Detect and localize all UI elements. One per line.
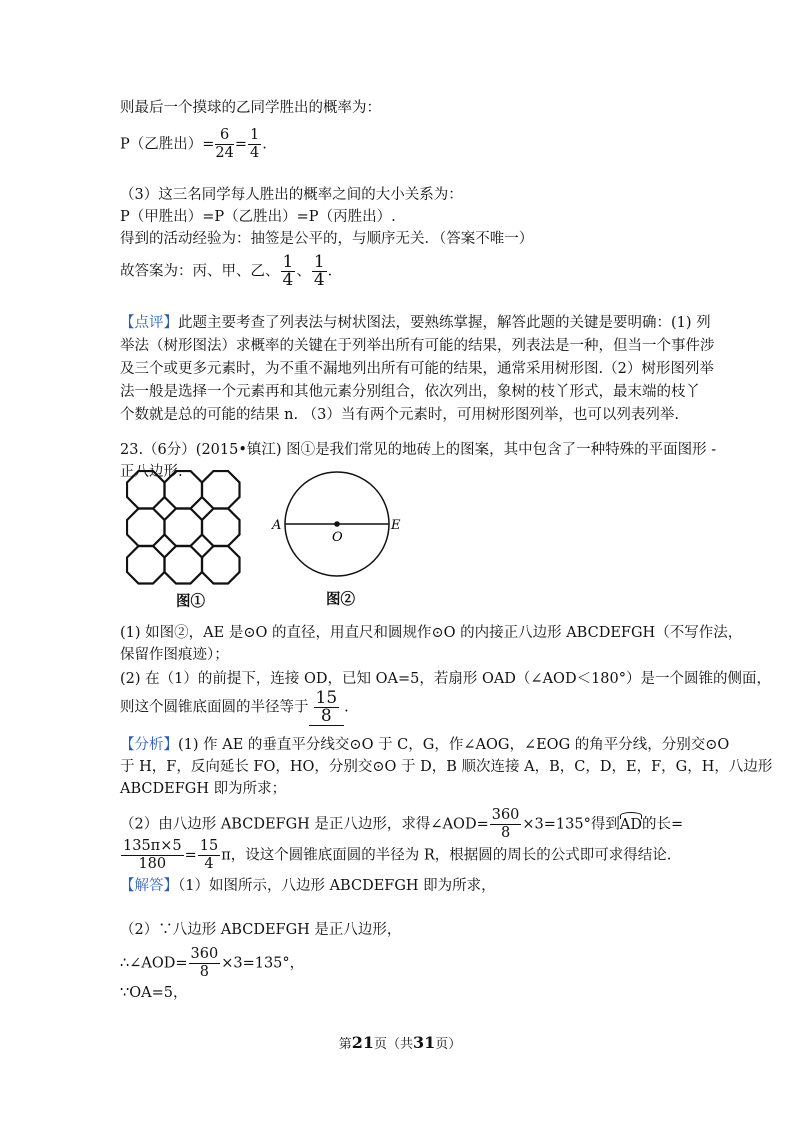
solution-line (120, 946, 304, 981)
numerator: 135π×5 (123, 838, 182, 854)
analysis-line: 于 H，F，反向延长 FO，HO，分别交⊙O 于 D，B 顺次连接 A，B，C，D，E，F，G，H，八边形 (120, 759, 773, 775)
octagon-tile (165, 471, 203, 509)
denominator: 180 (138, 856, 167, 872)
point-e-label: E (391, 518, 401, 533)
octagon-tile (165, 546, 203, 584)
page-number: 21 (351, 1033, 374, 1052)
octagon-tile (127, 471, 165, 509)
footer-text: 第 (338, 1037, 352, 1052)
period: . (262, 136, 267, 153)
prob-prefix: P（乙胜出）= (120, 136, 215, 153)
probability-line (120, 127, 267, 162)
solution-line: ∵OA=5， (120, 985, 188, 1001)
arc-ad: AD (619, 816, 642, 833)
text-line: （3）这三名同学每人胜出的概率之间的大小关系为： (120, 187, 463, 203)
separator: 、 (296, 263, 311, 280)
denominator: 4 (282, 270, 294, 290)
figure-1-caption: 图① (176, 593, 205, 610)
solution-line: （2）∵八边形 ABCDEFGH 是正八边形， (120, 922, 402, 938)
analysis-text: π，设这个圆锥底面圆的半径为 R，根据圆的周长的公式即可求得结论. (221, 847, 672, 864)
analysis-text: (1) 作 AE 的垂直平分线交⊙O 于 C，G，作∠AOG，∠EOG 的角平分线，分别交⊙O (178, 737, 730, 753)
fraction (490, 807, 522, 842)
numerator: 1 (250, 127, 260, 143)
analysis-line (120, 735, 729, 755)
numerator: 15 (315, 688, 338, 708)
numerator: 360 (491, 807, 520, 823)
numerator: 360 (190, 946, 219, 962)
octagon-tile (202, 471, 240, 509)
fraction (189, 946, 221, 981)
comment-line: 个数就是总的可能的结果 n. （3）当有两个元素时，可用树形图列举，也可以列表列举. (120, 407, 679, 423)
comment-line: 举法（树形图法）求概率的关键在于列举出所有可能的结果，列表法是一种，但当一个事件涉 (120, 338, 715, 354)
octagon-tile (127, 509, 165, 547)
analysis-text: ×3=135°得到 (522, 816, 620, 833)
text-line: 则最后一个摸球的乙同学胜出的概率为： (120, 100, 381, 116)
octagon-tile (127, 546, 165, 584)
comment-line: 及三个或更多元素时，为不重不漏地列出所有可能的结果，通常采用树形图.（2）树形图列举 (120, 361, 714, 377)
octagon-tile (165, 509, 203, 547)
period: . (344, 699, 349, 716)
comment-line: 法一般是选择一个元素再和其他元素分别组合，依次列出，象树的枝丫形式，最末端的枝丫 (120, 384, 700, 400)
fraction (198, 838, 220, 873)
solution-text: （1）如图所示，八边形 ABCDEFGH 即为所求， (178, 878, 496, 894)
octagon-tile (202, 546, 240, 584)
denominator: 8 (320, 706, 332, 726)
solution-text: ×3=135°， (221, 955, 305, 972)
center-point (334, 521, 340, 527)
footer-text: 页） (435, 1037, 462, 1052)
denominator: 4 (250, 145, 260, 161)
period: . (327, 263, 333, 280)
fraction (248, 127, 261, 162)
point-a-label: A (272, 518, 282, 533)
denominator: 24 (215, 145, 234, 161)
analysis-line (120, 807, 683, 842)
point-o-label: O (332, 530, 343, 545)
fraction (281, 254, 296, 289)
figure-2-caption: 图② (326, 591, 355, 608)
solution-text: ∴∠AOD= (120, 955, 188, 972)
comment-text: 此题主要考查了列表法与树状图法，要熟练掌握，解答此题的关键是要明确：(1) 列 (178, 315, 711, 331)
part-line: 保留作图痕迹）； (120, 647, 229, 663)
solution-tag: 【解答】 (120, 878, 178, 894)
solution-line (120, 876, 496, 896)
part-line: (2) 在（1）的前提下，连接 OD，已知 OA=5，若扇形 OAD（∠AOD＜180°）是一个圆锥的侧面， (120, 671, 771, 687)
denominator: 4 (313, 270, 325, 290)
fraction (121, 838, 184, 873)
denominator: 8 (500, 825, 511, 841)
equals: = (234, 136, 248, 153)
answer-line (120, 254, 332, 289)
analysis-text: （2）由八边形 ABCDEFGH 是正八边形，求得∠AOD= (120, 816, 489, 833)
part-answer-line (120, 690, 349, 726)
analysis-tag: 【分析】 (120, 737, 178, 753)
numerator: 15 (199, 838, 219, 854)
numerator: 1 (313, 252, 325, 272)
numerator: 6 (215, 127, 233, 145)
part-answer-prefix: 则这个圆锥底面圆的半径等于 (120, 699, 309, 716)
comment-line (120, 313, 711, 333)
comment-tag: 【点评】 (120, 315, 178, 331)
fraction (312, 254, 327, 289)
fraction (215, 127, 233, 162)
question-line: 正八边形. (120, 464, 183, 480)
part-line: (1) 如图②，AE 是⊙O 的直径，用直尺和圆规作⊙O 的内接正八边形 ABCDEFGH（不写作法， (120, 625, 743, 641)
footer-text: 页（共 (373, 1037, 413, 1052)
page-footer (0, 1033, 800, 1052)
analysis-line (120, 838, 671, 873)
denominator: 8 (199, 964, 209, 980)
text-line: P（甲胜出）=P（乙胜出）=P（丙胜出）. (120, 209, 396, 225)
circle-figure (270, 470, 410, 600)
answer-blank (309, 690, 345, 726)
octagon-tiling-figure (126, 470, 242, 585)
text-line: 得到的活动经验为：抽签是公平的，与顺序无关．（答案不唯一） (120, 231, 534, 247)
fraction (314, 690, 340, 725)
numerator: 1 (282, 252, 294, 272)
octagon-tile (202, 509, 240, 547)
total-pages: 31 (413, 1033, 436, 1052)
denominator: 4 (204, 856, 214, 872)
equals: = (184, 847, 197, 864)
analysis-line: ABCDEFGH 即为所求； (120, 781, 287, 797)
analysis-text: 的长= (641, 816, 684, 833)
answer-prefix: 故答案为：丙、甲、乙、 (120, 263, 280, 280)
question-line: 23.（6分）(2015•镇江) 图①是我们常见的地砖上的图案，其中包含了一种特殊的平面图形 - (120, 442, 717, 458)
